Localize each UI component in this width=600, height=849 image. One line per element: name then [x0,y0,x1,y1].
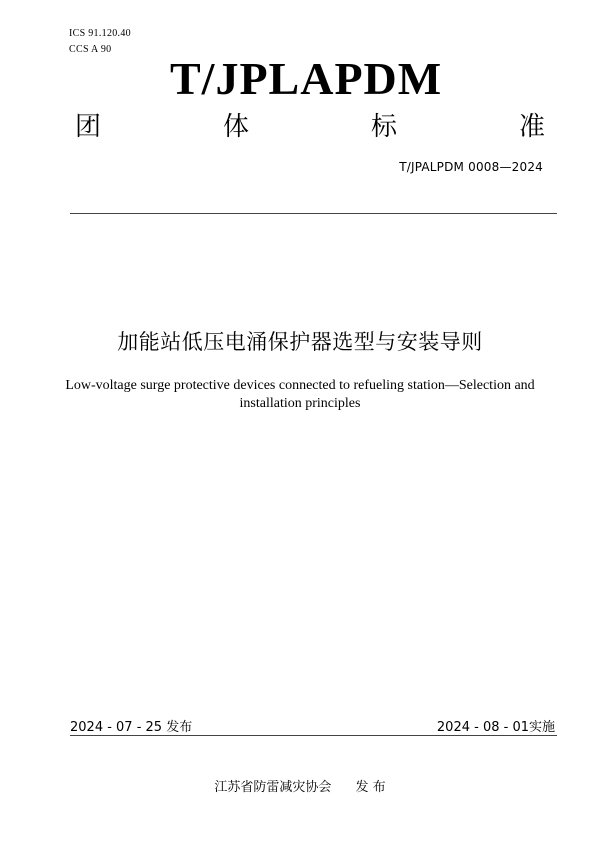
publisher-name: 江苏省防雷减灾协会 [214,780,332,795]
ccs-code: CCS A 90 [69,44,112,55]
footer-divider [70,735,557,736]
standard-number: T/JPALPDM 0008—2024 [399,160,543,174]
standard-type-char-2: 体 [222,112,249,142]
title-english [40,377,560,413]
standard-type-char-1: 团 [75,112,102,142]
ics-code: ICS 91.120.40 [69,28,131,39]
title-english-line-1: Low-voltage surge protective devices connected to refueling station—Selection and [65,378,535,393]
publisher [0,776,600,795]
standard-type [75,110,545,144]
issue-date: 2024 - 07 - 25 发布 [70,720,193,735]
title-chinese: 加能站低压电涌保护器选型与安装导则 [117,330,483,354]
organization-code: T/JPLAPDM [170,53,443,104]
standard-type-char-3: 标 [370,112,397,142]
publish-label: 发 布 [355,780,386,795]
title-english-line-2: installation principles [239,396,361,411]
standard-type-char-4: 准 [518,112,545,142]
header-divider [70,213,557,214]
implementation-date: 2024 - 08 - 01实施 [436,720,555,735]
